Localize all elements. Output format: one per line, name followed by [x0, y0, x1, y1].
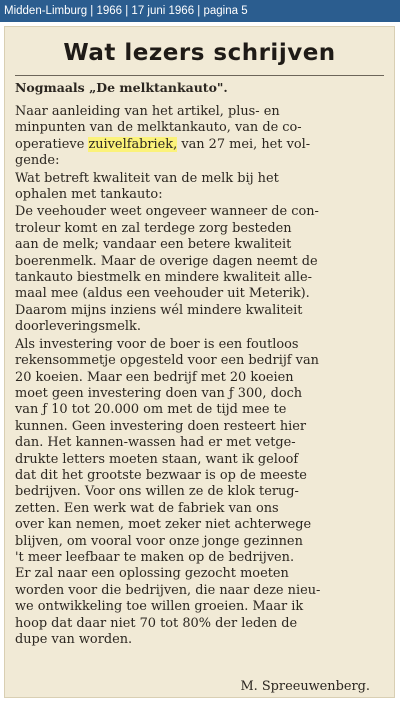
- text-line: Er zal naar een oplossing gezocht moeten: [15, 566, 289, 582]
- breadcrumb[interactable]: Midden-Limburg | 1966 | 17 juni 1966 | pagina 5: [4, 5, 248, 17]
- breadcrumb-bar: [0, 0, 400, 22]
- text-line: Wat betreft kwaliteit van de melk bij het: [15, 170, 279, 186]
- text-line: drukte letters moeten staan, want ik geloof: [15, 451, 299, 467]
- text-line: Naar aanleiding van het artikel, plus- en: [15, 104, 280, 119]
- text-line: zetten. Een werk wat de fabriek van ons: [15, 500, 279, 516]
- text-line: maal mee (aldus een veehouder uit Meterik).: [15, 286, 310, 302]
- article-body: [15, 104, 389, 649]
- text-line: over kan nemen, moet zeker niet achterwege: [15, 517, 312, 533]
- text-line: 't meer leefbaar te maken op de bedrijven.: [15, 549, 295, 565]
- text-line: blijven, om vooral voor onze jonge gezinnen: [15, 533, 303, 549]
- paragraph-4: [15, 337, 389, 649]
- text-line: hoop dat daar niet 70 tot 80% der leden de: [15, 615, 298, 631]
- text-line: van ƒ 10 tot 20.000 om met de tijd mee te: [15, 402, 287, 418]
- text-line: gende:: [15, 153, 60, 169]
- text-line: kunnen. Geen investering doen resteert hier: [15, 418, 307, 434]
- article-heading: Wat lezers schrijven: [63, 40, 336, 66]
- paragraph-3: [15, 204, 389, 335]
- text-line: dan. Het kannen-wassen had er met vetge-: [15, 435, 296, 451]
- newspaper-clipping: [4, 26, 395, 698]
- text-line: bedrijven. Voor ons willen ze de klok terug-: [15, 484, 299, 500]
- author-signature: M. Spreeuwenberg.: [240, 679, 370, 694]
- heading-divider: [15, 75, 384, 76]
- text-line: operatieve zuivelfabriek, van 27 mei, het vol-: [15, 136, 311, 152]
- text-line: tankauto biestmelk en mindere kwaliteit alle-: [15, 270, 313, 286]
- text-line: minpunten van de melktankauto, van de co-: [15, 120, 302, 136]
- text-line: Daarom mijns inziens wél mindere kwaliteit: [15, 302, 303, 318]
- paragraph-1: [15, 104, 389, 170]
- text-line: dupe van worden.: [15, 632, 133, 647]
- text-line: De veehouder weet ongeveer wanneer de con-: [15, 204, 319, 220]
- article-subheading: Nogmaals „De melktankauto".: [15, 80, 228, 95]
- text-line: rekensommetje opgesteld voor een bedrijf van: [15, 353, 319, 369]
- highlighted-word: zuivelfabriek,: [88, 136, 178, 152]
- text-line: Als investering voor de boer is een foutloos: [15, 336, 299, 352]
- text-line: ophalen met tankauto:: [15, 187, 163, 203]
- paragraph-2: [15, 171, 389, 204]
- text-line: troleur komt en zal terdege zorg besteden: [15, 220, 292, 236]
- text-line: boerenmelk. Maar de overige dagen neemt de: [15, 253, 318, 269]
- text-line: moet geen investering doen van ƒ 300, doch: [15, 385, 303, 401]
- text-line: 20 koeien. Maar een bedrijf met 20 koeien: [15, 369, 294, 385]
- text-line: doorleveringsmelk.: [15, 319, 141, 335]
- text-line: dat dit het grootste bezwaar is op de meeste: [15, 467, 307, 483]
- text-line: aan de melk; vandaar een betere kwaliteit: [15, 237, 292, 253]
- text-line: worden voor die bedrijven, die naar deze nieu-: [15, 582, 321, 598]
- text-line: we ontwikkeling toe willen groeien. Maar ik: [15, 599, 304, 615]
